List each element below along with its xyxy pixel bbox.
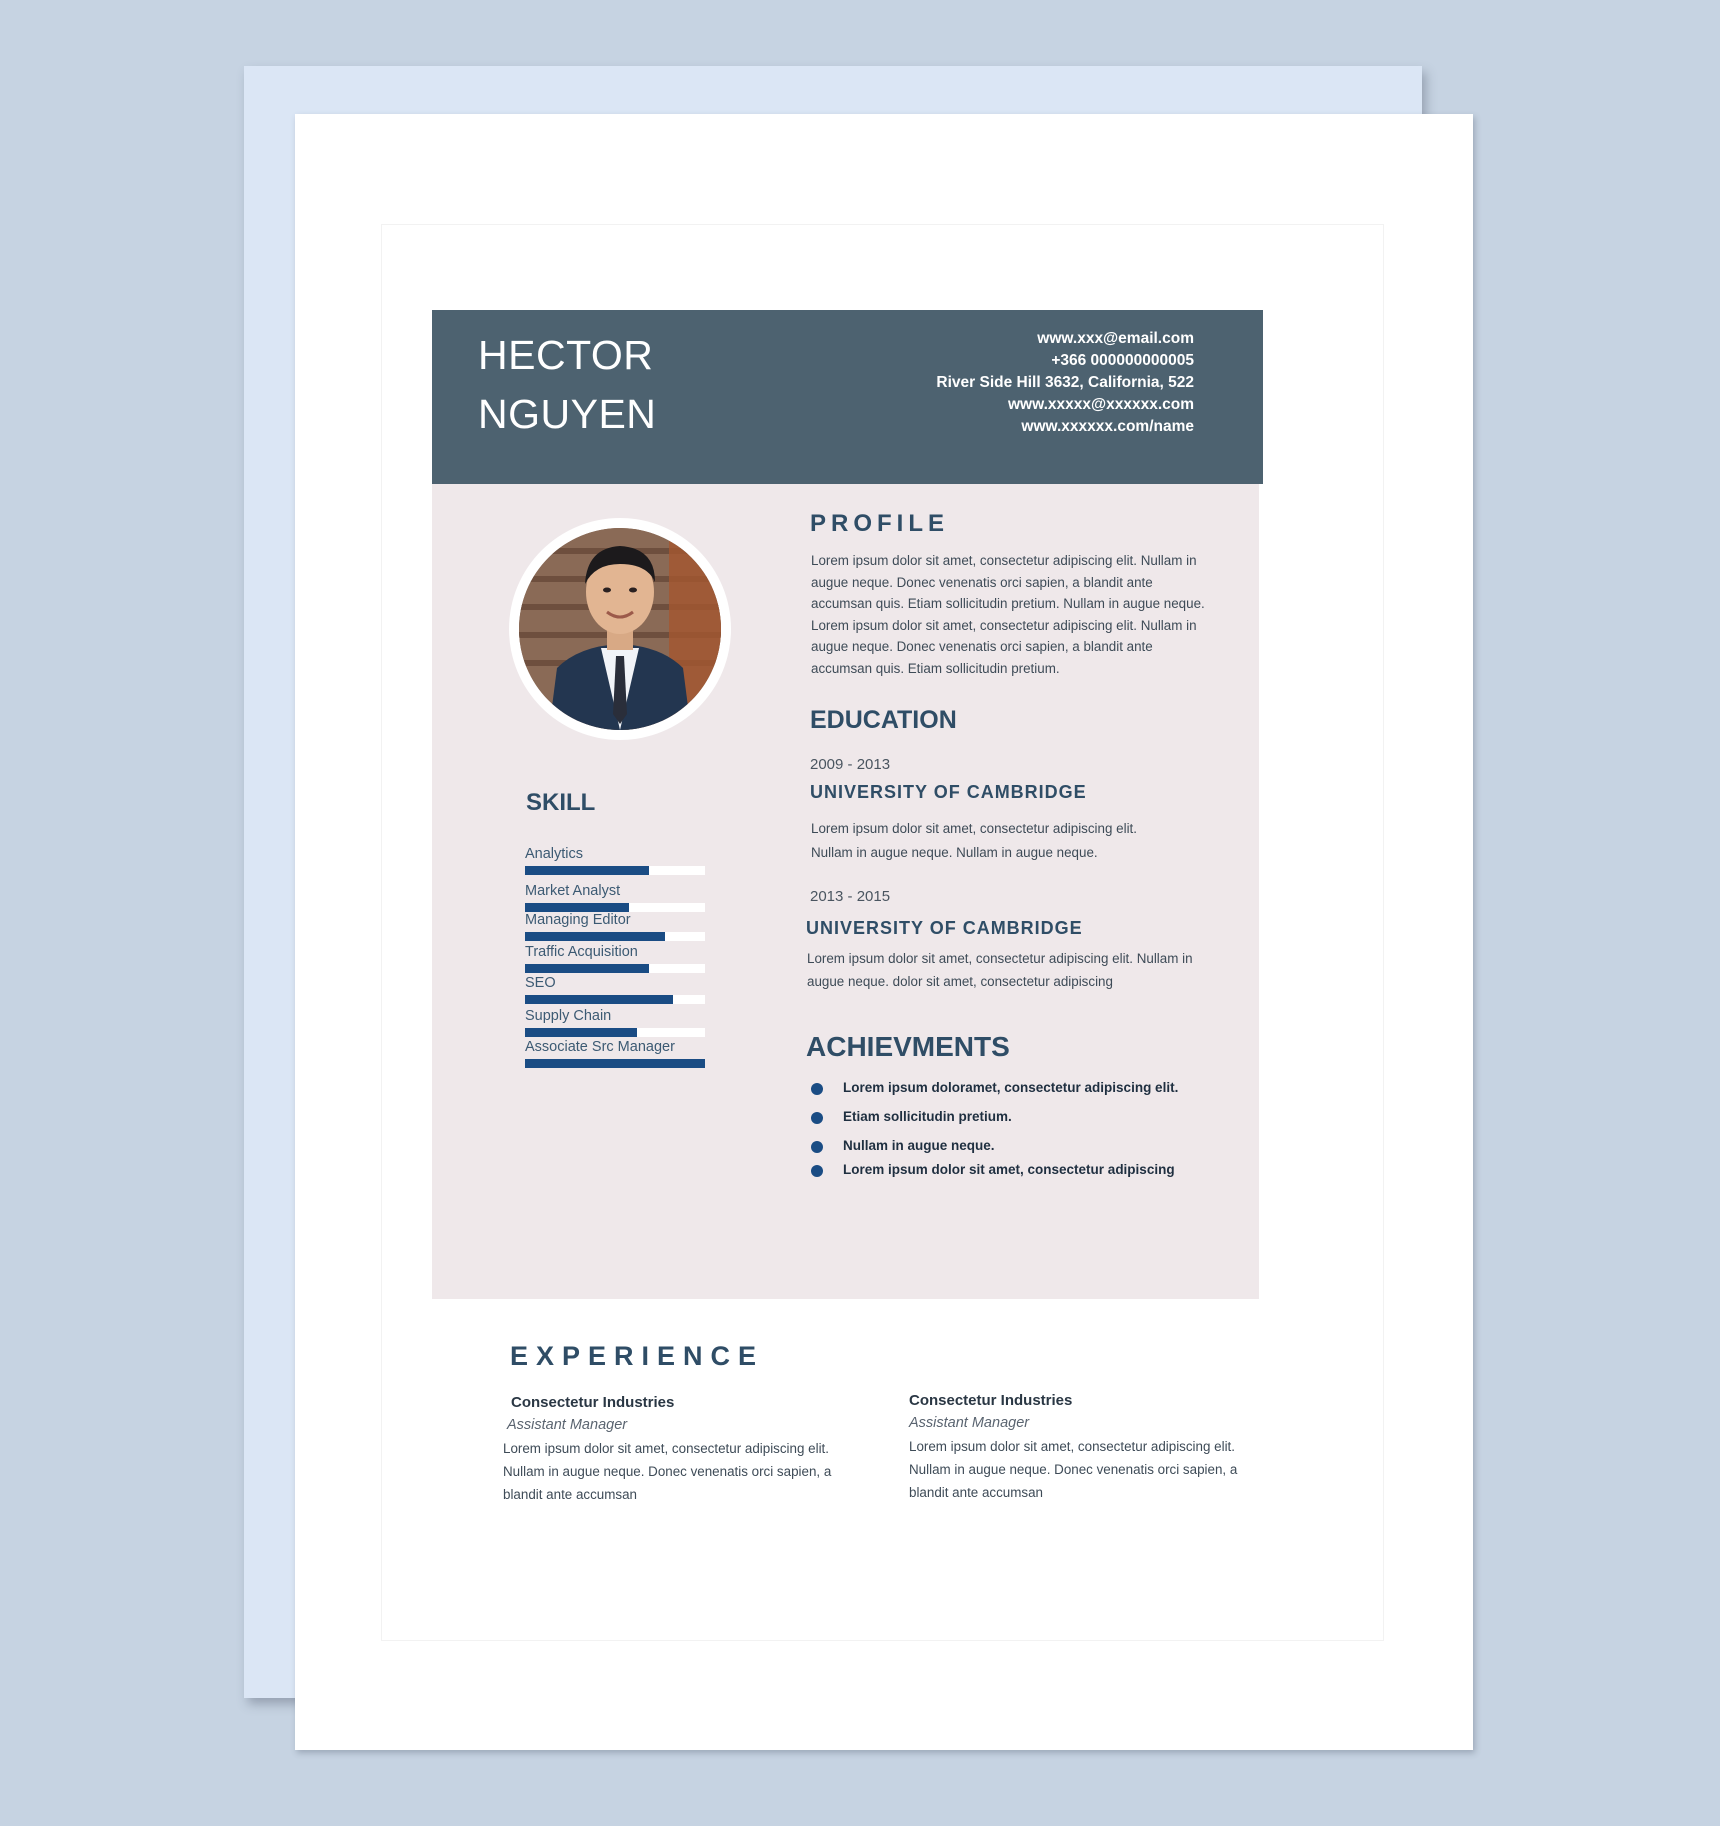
education-heading: EDUCATION — [810, 706, 957, 734]
education-years: 2013 - 2015 — [810, 888, 891, 905]
skill-bar-fill — [525, 1028, 637, 1037]
bullet-icon — [811, 1083, 823, 1095]
skill-bar-track — [525, 932, 705, 941]
skill-bar-fill — [525, 964, 649, 973]
skill-bar-fill — [525, 995, 673, 1004]
experience-line: blandit ante accumsan — [909, 1485, 1043, 1500]
contact-phone: +366 000000000005 — [1051, 352, 1194, 369]
profile-line: Lorem ipsum dolor sit amet, consectetur adipiscing elit. Nullam in — [811, 617, 1197, 633]
resume-page — [295, 114, 1473, 1750]
profile-line: accumsan quis. Etiam sollicitudin pretium. Nullam in augue neque. — [811, 596, 1205, 611]
contact-website: www.xxxxxx.com/name — [1021, 418, 1194, 435]
experience-line: blandit ante accumsan — [503, 1487, 637, 1502]
profile-line: augue neque. Donec venenatis orci sapien, a blandit ante — [811, 639, 1153, 654]
first-name: HECTOR — [478, 332, 654, 378]
skill-bar-fill — [525, 866, 649, 875]
skill-bar-track — [525, 866, 705, 875]
experience-company: Consectetur Industries — [511, 1394, 675, 1411]
experience-line: Lorem ipsum dolor sit amet, consectetur adipiscing elit. — [503, 1441, 829, 1456]
achievement-text: Lorem ipsum dolor sit amet, consectetur adipiscing — [843, 1162, 1175, 1177]
skill-bar-track — [525, 903, 705, 912]
experience-entry — [503, 1394, 883, 1506]
list-item — [811, 1136, 1178, 1160]
achievement-text: Lorem ipsum doloramet, consectetur adipiscing elit. — [843, 1080, 1179, 1095]
list-item — [811, 1078, 1178, 1107]
skill-bar-track — [525, 1028, 705, 1037]
skill-label: Supply Chain — [525, 1008, 612, 1024]
skill-bar-track — [525, 995, 705, 1004]
achievements-list — [811, 1078, 1178, 1189]
education-description — [807, 947, 1247, 993]
education-line: Lorem ipsum dolor sit amet, consectetur adipiscing elit. — [811, 821, 1137, 836]
education-school: UNIVERSITY OF CAMBRIDGE — [806, 918, 1083, 938]
profile-line: augue neque. Donec venenatis orci sapien, a blandit ante — [811, 574, 1153, 590]
experience-line: Lorem ipsum dolor sit amet, consectetur adipiscing elit. — [909, 1439, 1235, 1454]
achievements-heading: ACHIEVMENTS — [806, 1031, 1010, 1062]
experience-description — [909, 1435, 1289, 1504]
education-school: UNIVERSITY OF CAMBRIDGE — [810, 782, 1087, 802]
avatar-frame — [509, 518, 731, 740]
skill-label: SEO — [525, 975, 556, 991]
skill-bar-fill — [525, 903, 629, 912]
portrait-illustration — [519, 528, 721, 730]
contact-address: River Side Hill 3632, California, 522 — [936, 374, 1194, 391]
list-item — [811, 1107, 1178, 1136]
skill-label: Associate Src Manager — [525, 1039, 675, 1055]
bullet-icon — [811, 1165, 823, 1177]
skill-label: Managing Editor — [525, 912, 631, 928]
experience-company: Consectetur Industries — [909, 1392, 1073, 1409]
last-name: NGUYEN — [478, 391, 657, 437]
skills-heading: SKILL — [526, 789, 596, 816]
skill-bar-fill — [525, 1059, 705, 1068]
skill-bar-track — [525, 964, 705, 973]
education-line: Nullam in augue neque. Nullam in augue neque. — [811, 845, 1098, 860]
avatar — [519, 528, 721, 730]
profile-line: accumsan quis. Etiam sollicitudin pretium. — [811, 660, 1060, 676]
education-years: 2009 - 2013 — [810, 756, 891, 773]
contact-email-alt: www.xxxxx@xxxxxx.com — [1007, 396, 1194, 413]
skill-bar-track — [525, 1059, 705, 1068]
education-description — [811, 817, 1231, 865]
profile-heading: PROFILE — [810, 510, 950, 537]
experience-heading: EXPERIENCE — [510, 1341, 765, 1371]
experience-role: Assistant Manager — [507, 1417, 628, 1433]
contact-block — [936, 328, 1194, 438]
bullet-icon — [811, 1112, 823, 1124]
profile-text — [811, 550, 1241, 679]
achievement-text: Nullam in augue neque. — [843, 1138, 995, 1153]
skill-bar-fill — [525, 932, 665, 941]
experience-description — [503, 1437, 883, 1506]
skill-label: Traffic Acquisition — [525, 944, 638, 960]
bullet-icon — [811, 1141, 823, 1153]
experience-line: Nullam in augue neque. Donec venenatis orci sapien, a — [909, 1462, 1238, 1477]
skill-label: Analytics — [525, 846, 584, 862]
education-line: Lorem ipsum dolor sit amet, consectetur adipiscing elit. Nullam in — [807, 951, 1193, 966]
skill-label: Market Analyst — [525, 883, 621, 899]
main-panel — [432, 484, 1259, 1299]
experience-entry — [909, 1392, 1289, 1504]
experience-line: Nullam in augue neque. Donec venenatis orci sapien, a — [503, 1464, 832, 1479]
profile-line: Lorem ipsum dolor sit amet, consectetur adipiscing elit. Nullam in — [811, 553, 1197, 568]
achievement-text: Etiam sollicitudin pretium. — [843, 1109, 1012, 1124]
education-line: augue neque. dolor sit amet, consectetur adipiscing — [807, 974, 1113, 989]
experience-role: Assistant Manager — [909, 1415, 1030, 1431]
list-item — [811, 1160, 1178, 1189]
contact-email: www.xxx@email.com — [1037, 330, 1194, 347]
resume-header — [432, 310, 1263, 484]
